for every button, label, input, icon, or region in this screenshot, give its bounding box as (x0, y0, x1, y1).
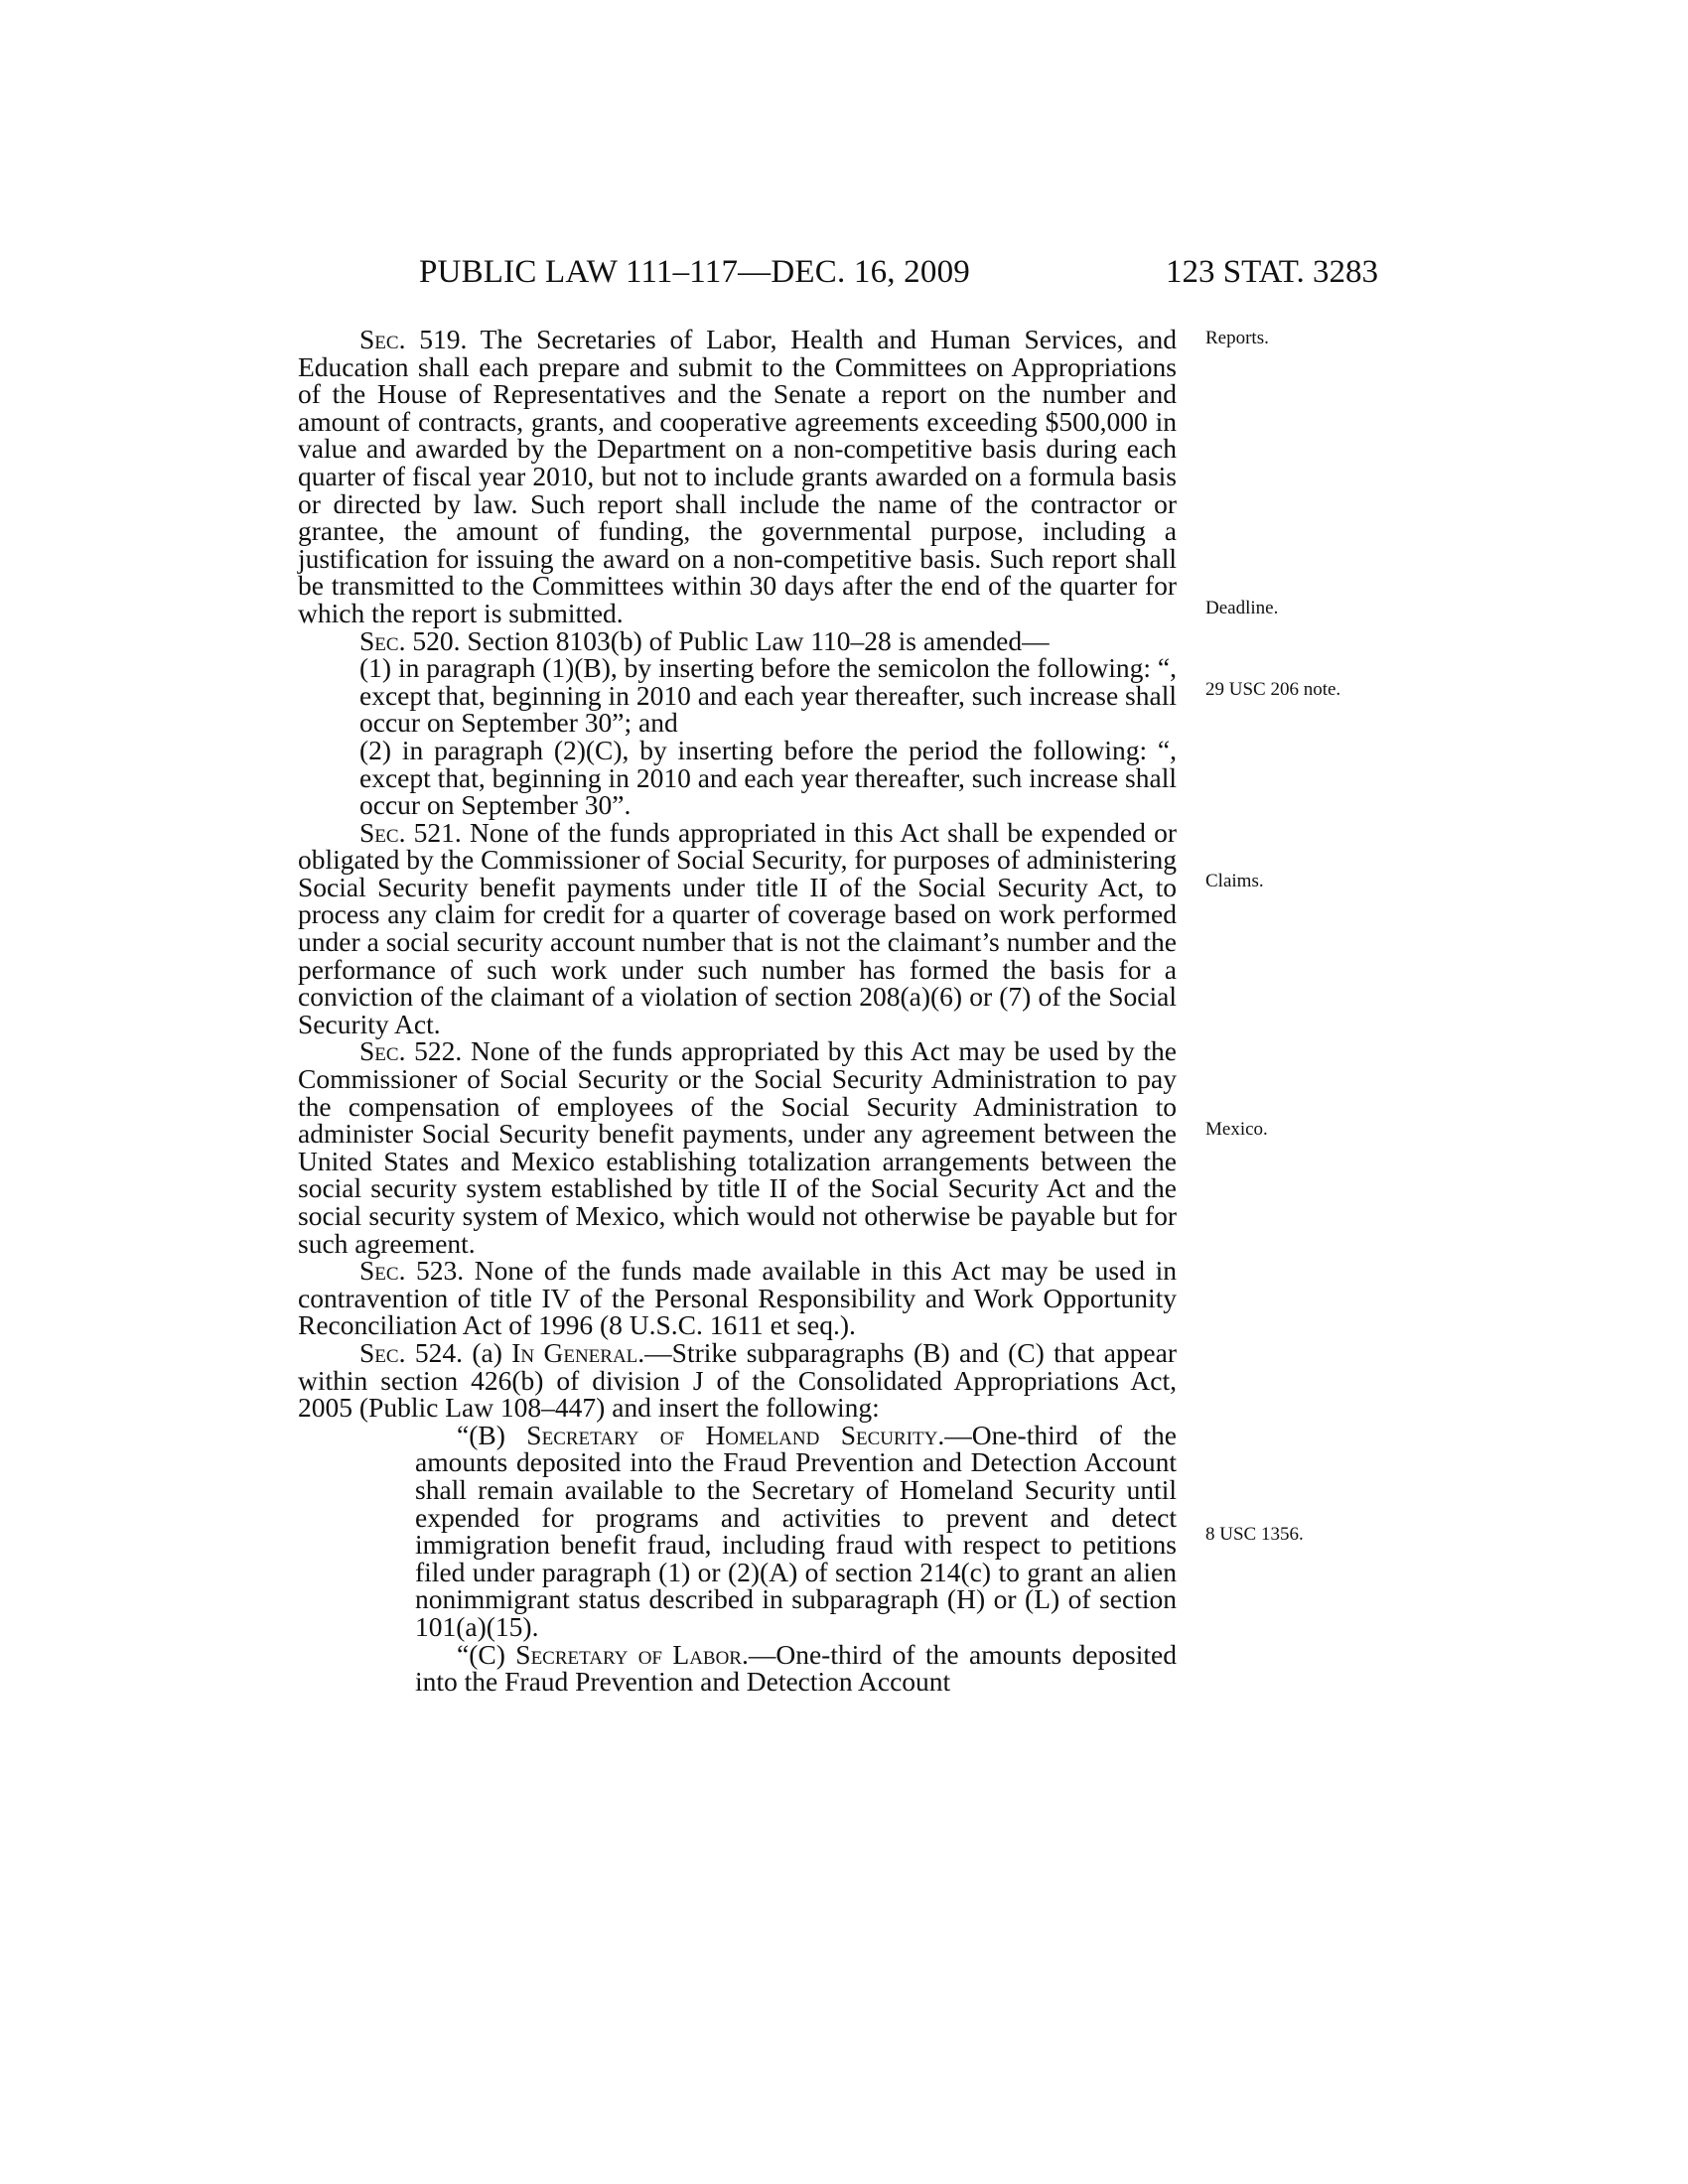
subsection-heading: In General (511, 1336, 638, 1368)
sec-label: Sec. (359, 816, 406, 848)
margin-note-8-usc: 8 USC 1356. (1205, 1524, 1304, 1545)
sec-label: Sec. (359, 324, 406, 354)
section-519 (298, 326, 1177, 627)
running-title: PUBLIC LAW 111–117—DEC. 16, 2009 (419, 254, 970, 290)
section-text: 520. Section 8103(b) of Public Law 110–28 is amended— (405, 624, 1050, 656)
quote-heading: Secretary of Labor (515, 1638, 742, 1670)
section-520-item-1: (1) in paragraph (1)(B), by inserting before the semicolon the following: “, except that, beginning in 2010 and each year thereafter, such increase shall occur on September 30”; and (359, 652, 1177, 739)
margin-note-mexico: Mexico. (1205, 1119, 1268, 1140)
section-text: 521. None of the funds appropriated in this Act shall be expended or obligated by the Commissioner of Social Security, for purposes of administering Social Security benefit payments under title II of the Social Security Act, to process any claim for credit for a quarter of coverage based on work performed under a social security account number that is not the claimant’s number and the performance of such work under such number has formed the basis for a conviction of the claimant of a violation of section 208(a)(6) or (7) of the Social Security Act. (298, 816, 1177, 1039)
section-521 (298, 816, 1177, 1039)
section-text: .—Strike subparagraphs (B) and (C) that appear within section 426(b) of division J of the Consolidated Appropriations Act, 2005 (Public Law 108–447) and insert the following: (298, 1336, 1177, 1424)
section-text: 519. The Secretaries of Labor, Health and Human Services, and Education shall each prepare and submit to the Committees on Appropriations of the House of Representatives and the Senate a report on the number and amount of contracts, grants, and cooperative agreements exceeding $500,000 in value and awarded by the Department on a non-competitive basis during each quarter of fiscal year 2010, but not to include grants awarded on a formula basis or directed by law. Such report shall include the name of the contractor or grantee, the amount of funding, the governmental purpose, including a justification for issuing the award on a non-competitive basis. Such report shall be transmitted to the Committees within 30 days after the end of the quarter for which the report is submitted. (298, 324, 1177, 628)
margin-note-deadline: Deadline. (1205, 598, 1279, 618)
section-523 (298, 1257, 1177, 1339)
quoted-subparagraph-b (298, 1419, 1177, 1642)
quote-text: .—One-third of the amounts deposited into the Fraud Prevention and Detection Account (415, 1638, 1177, 1698)
section-520-item-2: (2) in paragraph (2)(C), by inserting before the period the following: “, except that, beginning in 2010 and each year thereafter, such increase shall occur on September 30”. (359, 734, 1177, 821)
quote-text: .—One-third of the amounts deposited into the Fraud Prevention and Detection Account shall remain available to the Secretary of Homeland Security until expended for programs and activities to prevent and detect immigration benefit fraud, including fraud with respect to petitions filed under paragraph (1) or (2)(A) of section 214(c) to grant an alien nonimmigrant status described in subparagraph (H) or (L) of section 101(a)(15). (415, 1419, 1177, 1642)
page-reference: 123 STAT. 3283 (1165, 254, 1378, 290)
section-text: 523. None of the funds made available in this Act may be used in contravention of title IV of the Personal Responsibility and Work Opportunity Reconciliation Act of 1996 (8 U.S.C. 1611 et seq.). (298, 1255, 1177, 1341)
sec-label: Sec. (359, 1336, 406, 1368)
quote-designation: “(C) (457, 1638, 516, 1670)
section-520 (298, 624, 1177, 656)
quote-heading: Secretary of Homeland Security (526, 1419, 938, 1450)
section-524 (298, 1336, 1177, 1424)
section-number: 524. (a) (405, 1336, 512, 1368)
sec-label: Sec. (359, 1255, 406, 1287)
sec-label: Sec. (359, 624, 406, 656)
sec-label: Sec. (359, 1035, 406, 1067)
quote-designation: “(B) (457, 1419, 527, 1450)
section-522 (298, 1037, 1177, 1257)
margin-note-reports: Reports. (1205, 328, 1269, 348)
margin-note-claims: Claims. (1205, 871, 1264, 891)
quoted-subparagraph-c (298, 1638, 1177, 1698)
margin-note-29-usc: 29 USC 206 note. (1205, 679, 1341, 700)
statute-body (298, 326, 1177, 1696)
section-text: 522. None of the funds appropriated by this Act may be used by the Commissioner of Social Security or the Social Security Administration to pay the compensation of employees of the Social Security Administration to administer Social Security benefit payments, under any agreement between the United States and Mexico establishing totalization arrangements between the social security system established by title II of the Social Security Act and the social security system of Mexico, which would not otherwise be payable but for such agreement. (298, 1035, 1177, 1259)
